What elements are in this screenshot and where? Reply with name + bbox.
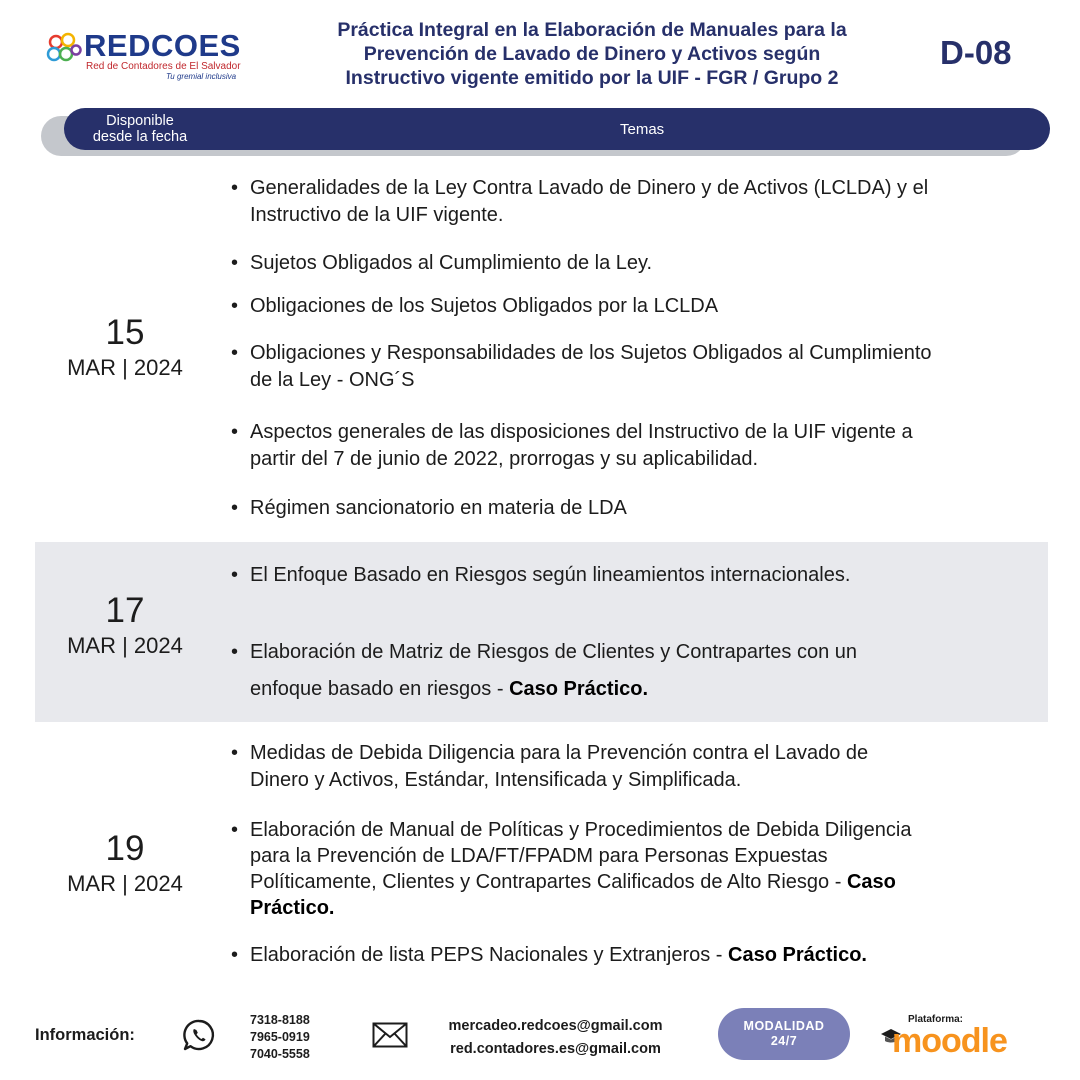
phone-list <box>250 1012 310 1063</box>
email-link[interactable]: red.contadores.es@gmail.com <box>450 1041 661 1057</box>
platform-name: moodle <box>892 1022 1007 1060</box>
session-row <box>35 724 1048 986</box>
mail-icon <box>372 1022 408 1048</box>
page-title <box>272 18 912 90</box>
session-row <box>35 162 1048 540</box>
topic-item: • Elaboración de Manual de Políticas y Procedimientos de Debida Diligencia para la Prevención de LDA/FT/FPADM para Personas Expuestas Políticamente, Clientes y Contrapartes Calificados de Alto Riesgo - Caso Práctico. <box>231 819 912 919</box>
platform-label: Plataforma: <box>908 1014 964 1025</box>
topic-item: • Régimen sancionatorio en materia de LDA <box>231 497 627 519</box>
session-day: 15 <box>105 313 145 352</box>
session-month-year: MAR | 2024 <box>67 355 183 380</box>
topic-item: • Sujetos Obligados al Cumplimiento de la Ley. <box>231 252 653 274</box>
session-row <box>35 542 1048 722</box>
title-line: Prevención de Lavado de Dinero y Activos según <box>363 43 821 65</box>
info-label: Información: <box>35 1026 135 1044</box>
session-month-year: MAR | 2024 <box>67 633 183 658</box>
title-line: Instructivo vigente emitido por la UIF - FGR / Grupo 2 <box>345 67 839 89</box>
topic-item: • Aspectos generales de las disposiciones del Instructivo de la UIF vigente a partir del 7 de junio de 2022, prorrogas y su aplicabilidad. <box>231 421 913 470</box>
logo-subtitle: Red de Contadores de El Salvador <box>86 61 241 72</box>
topic-item: • Obligaciones de los Sujetos Obligados por la LCLDA <box>231 295 719 317</box>
logo-tagline: Tu gremial inclusiva <box>166 72 237 81</box>
session-day: 19 <box>105 829 145 868</box>
modality-badge: MODALIDAD 24/7 <box>718 1008 850 1060</box>
date-column-header: Disponible desde la fecha <box>92 113 188 145</box>
topic-item: • Elaboración de Matriz de Riesgos de Clientes y Contrapartes con un enfoque basado en riesgos - Caso Práctico. <box>231 641 857 700</box>
session-date <box>35 830 215 898</box>
table-header-bar <box>64 108 1050 150</box>
phone-number[interactable]: 7040-5558 <box>250 1047 310 1061</box>
email-link[interactable]: mercadeo.redcoes@gmail.com <box>448 1018 663 1034</box>
topic-item: • Elaboración de lista PEPS Nacionales y Extranjeros - Caso Práctico. <box>231 944 867 966</box>
session-date <box>35 592 215 660</box>
topic-item: • El Enfoque Basado en Riesgos según lineamientos internacionales. <box>231 564 851 586</box>
phone-number[interactable]: 7318-8188 <box>250 1013 310 1027</box>
title-line: Práctica Integral en la Elaboración de Manuales para la <box>337 19 847 41</box>
topic-item: • Medidas de Debida Diligencia para la Prevención contra el Lavado de Dinero y Activos, Estándar, Intensificada y Simplificada. <box>231 742 869 791</box>
topic-item: • Obligaciones y Responsabilidades de los Sujetos Obligados al Cumplimiento de la Ley - ONG´S <box>231 342 932 391</box>
logo-word: REDCOES <box>84 28 241 63</box>
phone-number[interactable]: 7965-0919 <box>250 1030 310 1044</box>
course-code: D-08 <box>940 34 1012 71</box>
redcoes-logo <box>46 28 256 84</box>
email-list <box>428 1015 683 1061</box>
topics-column-header: Temas <box>620 121 665 138</box>
logo-circles-icon <box>46 32 82 68</box>
session-month-year: MAR | 2024 <box>67 871 183 896</box>
moodle-platform-logo <box>880 1014 1030 1062</box>
whatsapp-icon <box>182 1018 216 1052</box>
session-day: 17 <box>105 591 145 630</box>
topic-item: • Generalidades de la Ley Contra Lavado de Dinero y de Activos (LCLDA) y el Instructivo de la UIF vigente. <box>231 177 929 226</box>
session-date <box>35 314 215 382</box>
